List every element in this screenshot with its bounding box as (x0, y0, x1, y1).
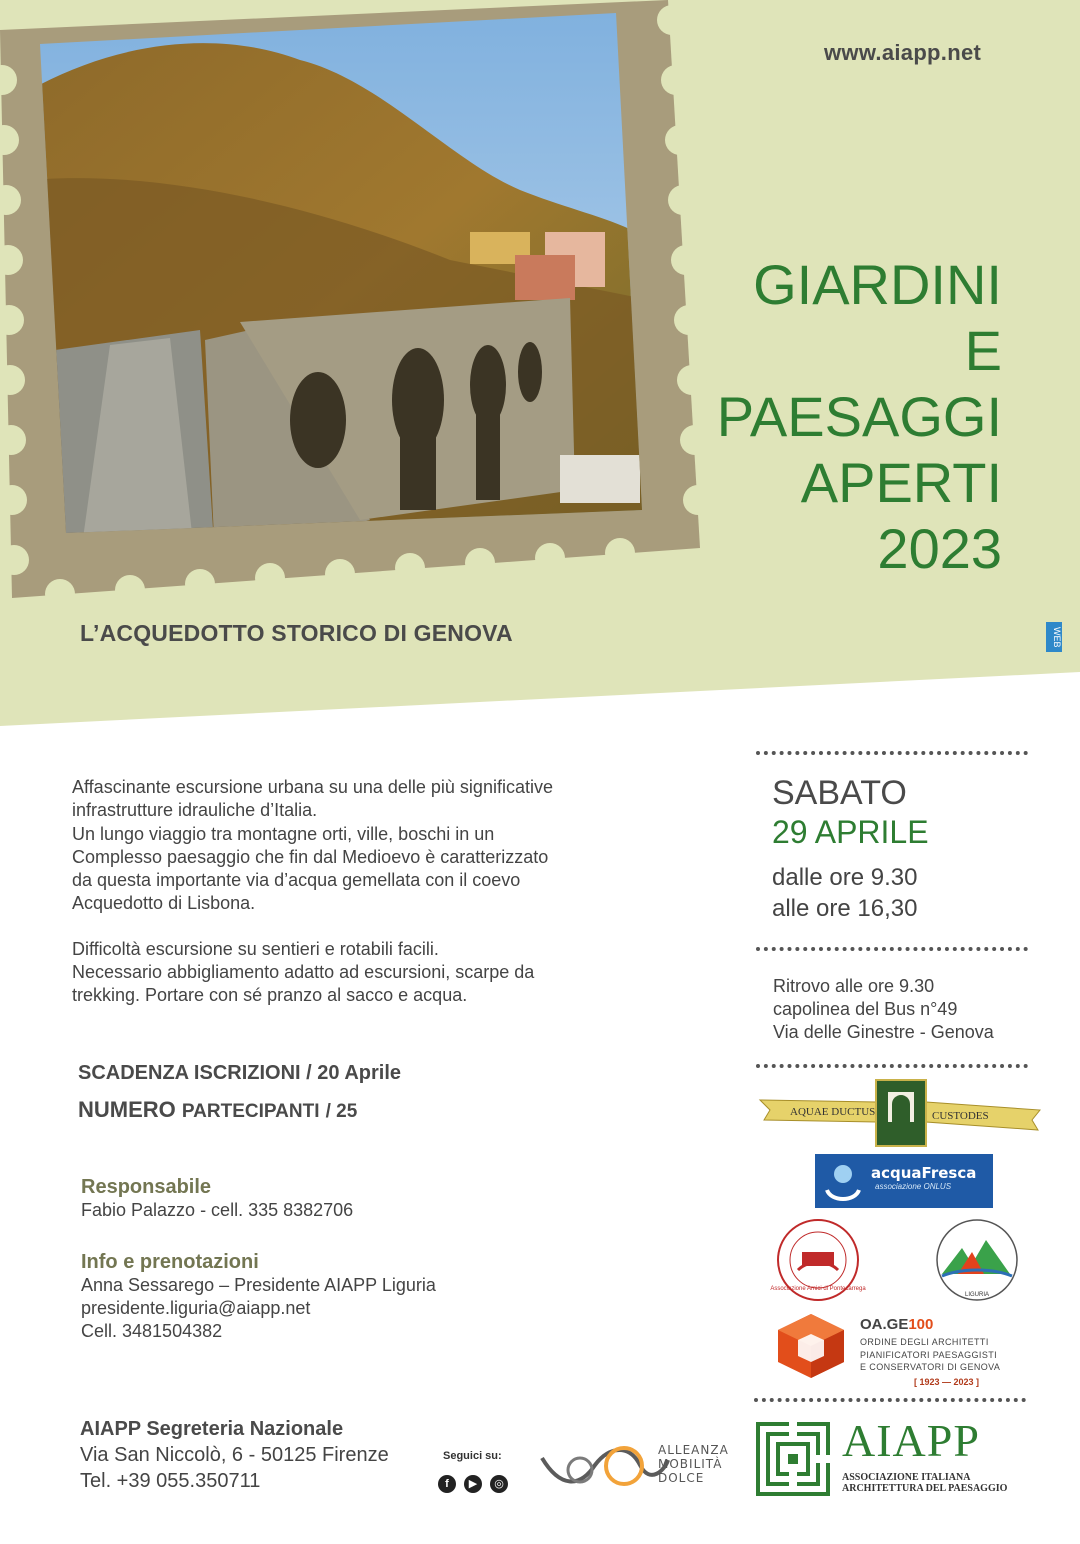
footer-street: Via San Niccolò, 6 - 50125 Firenze (80, 1444, 389, 1466)
social-icons (438, 1474, 516, 1493)
aiapp-subtitle (842, 1472, 1007, 1494)
description-paragraph-2: Difficoltà escursione su sentieri e rotabili facili. Necessario abbigliamento adatto ad escursioni, scarpe da trekking. Portare con sé pranzo al sacco e acqua. (72, 938, 535, 1006)
divider-4 (754, 1398, 1026, 1402)
footer-tel: Tel. +39 055.350711 (80, 1470, 261, 1492)
aiapp-logo-text: AIAPP (842, 1415, 980, 1466)
footer-org: AIAPP Segreteria Nazionale (80, 1418, 344, 1440)
oage-100: 100 (908, 1316, 934, 1333)
oage-title-text: OA.GE (860, 1316, 909, 1333)
oage-title (860, 1316, 933, 1333)
divider-3 (756, 1064, 1028, 1068)
participants-value: / 25 (325, 1101, 358, 1122)
meeting-point (773, 975, 994, 1044)
responsabile-heading: Responsabile (81, 1176, 212, 1198)
oage-line-3: E CONSERVATORI DI GENOVA (860, 1362, 1001, 1372)
aquae-left-text: AQUAE DUCTUS (790, 1106, 876, 1118)
follow-label: Seguici su: (443, 1450, 502, 1462)
meeting-line-1: Ritrovo alle ore 9.30 (773, 976, 935, 996)
alleanza-line-2: MOBILITÀ (658, 1457, 723, 1471)
registration-deadline (78, 1062, 401, 1085)
aiapp-sub-1: ASSOCIAZIONE ITALIANA (842, 1472, 971, 1483)
title-line-5: 2023 (877, 517, 1002, 580)
info-cell: Cell. 3481504382 (81, 1321, 223, 1341)
participants-label-1: NUMERO (78, 1097, 176, 1122)
meeting-line-3: Via delle Ginestre - Genova (773, 1022, 994, 1042)
amici-text: Associazione Amici di Pontecarrega (770, 1286, 866, 1292)
acquafresca-name: acquaFresca (871, 1164, 977, 1182)
title-line-2: E (964, 319, 1002, 382)
oage-years: [ 1923 — 2023 ] (914, 1377, 980, 1387)
liguria-text: LIGURIA (964, 1292, 990, 1298)
oage-description (860, 1336, 1000, 1374)
participants-label-2: PARTECIPANTI (181, 1101, 320, 1122)
liguria-landscape-logo (932, 1218, 1022, 1304)
acquafresca-sub: associazione ONLUS (875, 1182, 952, 1191)
web-badge: WEB (1046, 622, 1062, 652)
info-block (81, 1251, 436, 1343)
event-date: 29 APRILE (772, 814, 929, 850)
event-to: alle ore 16,30 (772, 895, 918, 922)
aiapp-maze-icon (756, 1422, 830, 1496)
meeting-line-2: capolinea del Bus n°49 (773, 999, 958, 1019)
oage-line-2: PIANIFICATORI PAESAGGISTI (860, 1349, 998, 1360)
instagram-icon[interactable]: ◎ (490, 1475, 508, 1493)
title-line-1: GIARDINI (753, 253, 1002, 316)
subtitle: L’ACQUEDOTTO STORICO DI GENOVA (80, 620, 513, 646)
water-drop-icon (821, 1160, 865, 1202)
event-day: SABATO (772, 774, 907, 812)
aquae-right-text: CUSTODES (932, 1110, 989, 1122)
amici-pontecarrega-logo (770, 1218, 866, 1302)
divider-1 (756, 751, 1028, 755)
event-from: dalle ore 9.30 (772, 864, 918, 891)
oage-line-1: ORDINE DEGLI ARCHITETTI (860, 1337, 989, 1347)
oage-cube-icon (776, 1312, 846, 1380)
participants-count (78, 1097, 357, 1123)
alleanza-line-1: ALLEANZA (658, 1443, 729, 1457)
acquafresca-logo (815, 1154, 993, 1208)
youtube-icon[interactable]: ▶ (464, 1475, 482, 1493)
event-hours (772, 862, 917, 924)
page-title (717, 252, 1002, 582)
info-name: Anna Sessarego – Presidente AIAPP Liguria (81, 1275, 436, 1295)
deadline-value: / 20 Aprile (306, 1062, 402, 1084)
info-heading: Info e prenotazioni (81, 1251, 259, 1273)
alleanza-line-3: DOLCE (658, 1471, 705, 1485)
title-line-4: APERTI (800, 451, 1002, 514)
deadline-label: SCADENZA ISCRIZIONI (78, 1062, 301, 1084)
aiapp-sub-2: ARCHITETTURA DEL PAESAGGIO (842, 1483, 1008, 1494)
description-paragraph-1: Affascinante escursione urbana su una delle più significative infrastrutture idrauliche d’Italia. Un lungo viaggio tra montagne orti, ville, boschi in un Complesso paesaggio che fin dal Medioevo è caratterizzato da questa importante via d’acqua gemellata con il coevo Acquedotto di Lisbona. (72, 777, 553, 914)
responsabile-block (81, 1176, 353, 1222)
stamp-photo-frame (0, 0, 710, 610)
divider-2 (756, 947, 1028, 951)
responsabile-contact: Fabio Palazzo - cell. 335 8382706 (81, 1200, 354, 1220)
facebook-icon[interactable]: f (438, 1475, 456, 1493)
description (72, 776, 632, 1030)
info-email[interactable]: presidente.liguria@aiapp.net (81, 1298, 311, 1318)
aquae-ductus-logo (756, 1076, 1042, 1148)
alleanza-mobilita-logo (540, 1440, 740, 1490)
website-url[interactable]: www.aiapp.net (824, 40, 982, 65)
title-line-3: PAESAGGI (716, 385, 1002, 448)
footer-address (80, 1416, 389, 1494)
